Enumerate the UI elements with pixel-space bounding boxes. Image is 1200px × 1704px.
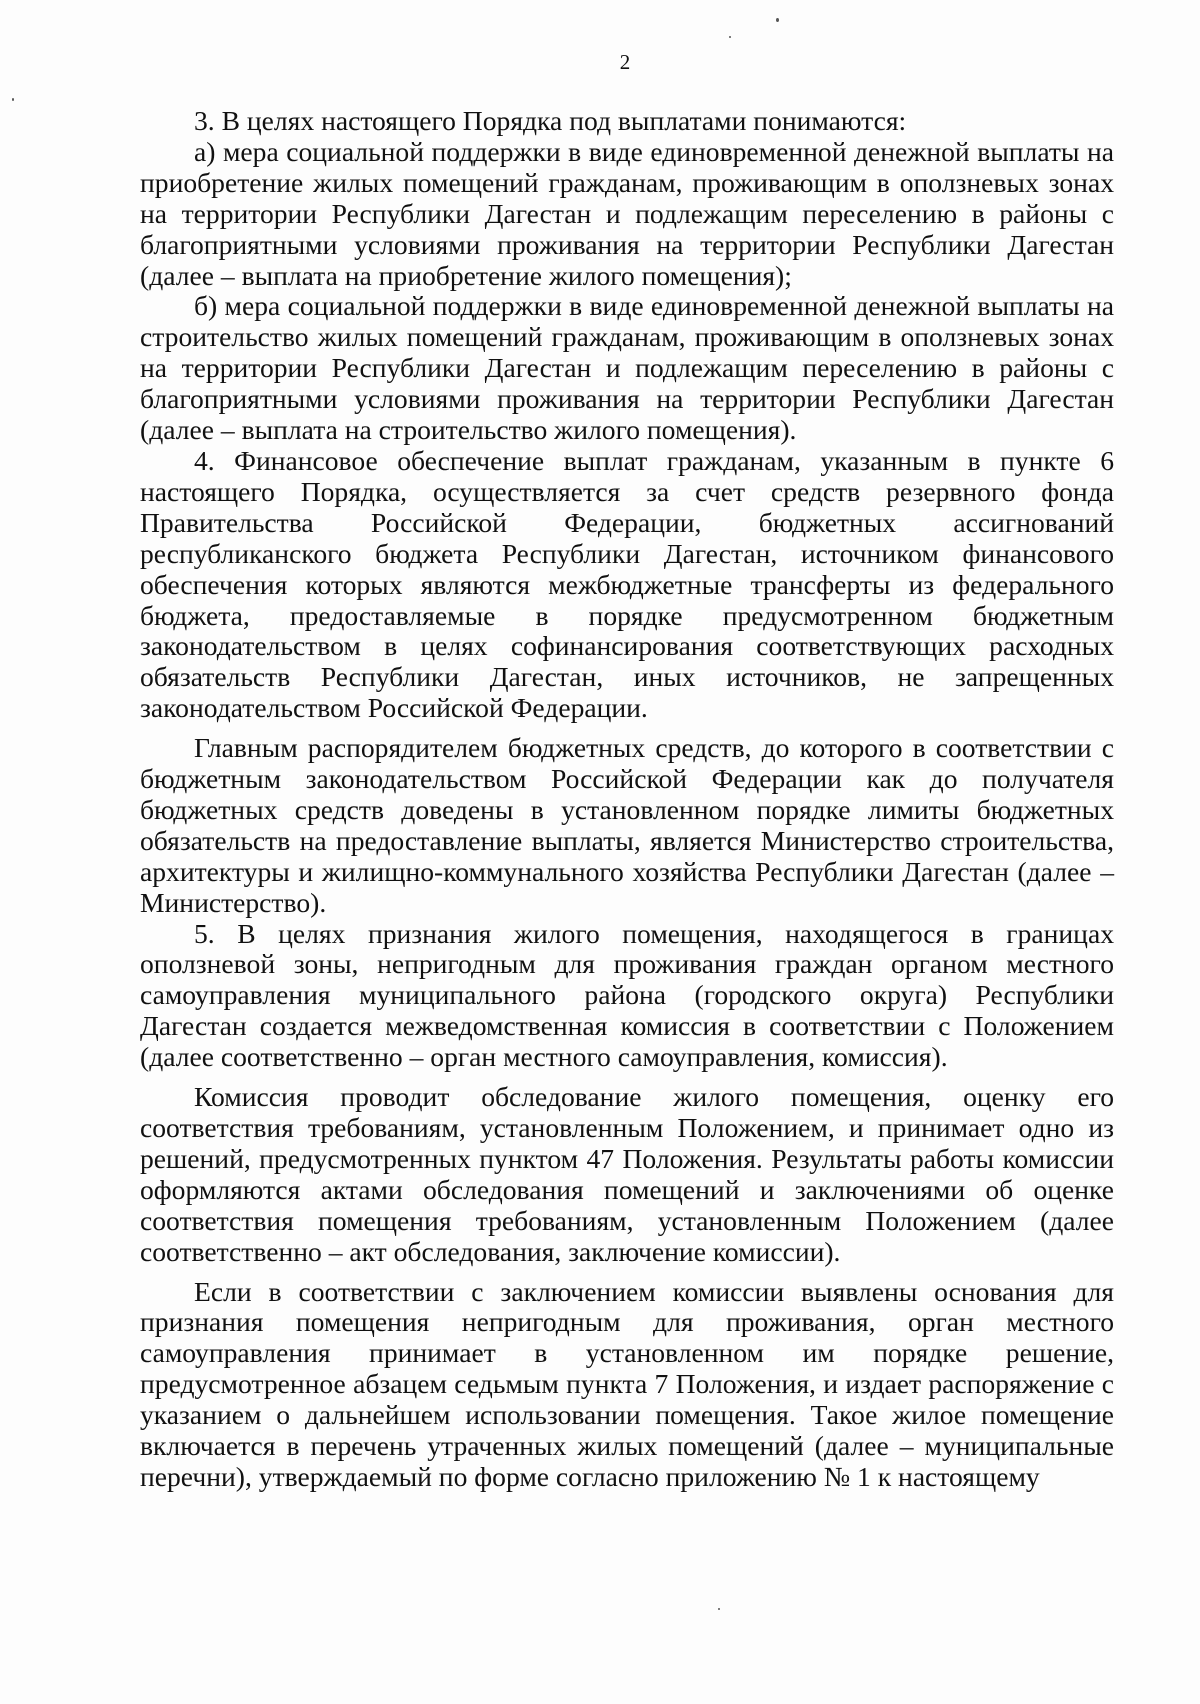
paragraph-5: 5. В целях признания жилого помещения, находящегося в границах оползневой зоны, непригодным для проживания граждан органом местного самоуправления муниципального района (городского округа) Республики Дагестан создается межведомственная комиссия в соответствии с Положением (далее соответственно – орган местного самоуправления, комиссия).: [140, 917, 1114, 1073]
document-body: [140, 106, 1114, 1493]
paragraph-4: 4. Финансовое обеспечение выплат гражданам, указанным в пункте 6 настоящего Порядка, осуществляется за счет средств резервного фонда Правительства Российской Федерации, бюджетных ассигнований республиканского бюджета Республики Дагестан, источником финансового обеспечения которых являются межбюджетные трансферты из федерального бюджета, предоставляемые в порядке предусмотренном бюджетным законодательством в целях софинансирования соответствующих расходных обязательств Республики Дагестан, иных источников, не запрещенных законодательством Российской Федерации.: [140, 444, 1114, 724]
paragraph-5-commission: Комиссия проводит обследование жилого помещения, оценку его соответствия требованиям, установленным Положением, и принимает одно из решений, предусмотренных пунктом 47 Положения. Результаты работы комиссии оформляются актами обследования помещений и заключениями об оценке соответствия помещения требованиям, установленным Положением (далее соответственно – акт обследования, заключение комиссии).: [140, 1081, 1114, 1267]
scan-speck: [718, 1608, 720, 1610]
scan-speck: [776, 18, 779, 22]
scan-speck: [729, 36, 731, 38]
paragraph-4-main-manager: Главным распорядителем бюджетных средств, до которого в соответствии с бюджетным законодательством Российской Федерации как до получателя бюджетных средств доведены в установленном порядке лимиты бюджетных обязательств на предоставление выплаты, является Министерство строительства, архитектуры и жилищно-коммунального хозяйства Республики Дагестан (далее – Министерство).: [140, 732, 1114, 918]
scan-speck: [12, 98, 14, 101]
paragraph-3a: а) мера социальной поддержки в виде единовременной денежной выплаты на приобретение жилых помещений гражданам, проживающим в оползневых зонах на территории Республики Дагестан и подлежащим переселению в районы с благоприятными условиями проживания на территории Республики Дагестан (далее – выплата на приобретение жилого помещения);: [140, 135, 1114, 291]
paragraph-5-decision: Если в соответствии с заключением комиссии выявлены основания для признания помещения непригодным для проживания, орган местного самоуправления принимает в установленном им порядке решение, предусмотренное абзацем седьмым пункта 7 Положения, и издает распоряжение с указанием о дальнейшем использовании помещения. Такое жилое помещение включается в перечень утраченных жилых помещений (далее – муниципальные перечни), утверждаемый по форме согласно приложению № 1 к настоящему: [140, 1275, 1114, 1492]
paragraph-3b: б) мера социальной поддержки в виде единовременной денежной выплаты на строительство жилых помещений гражданам, проживающим в оползневых зонах на территории Республики Дагестан и подлежащим переселению в районы с благоприятными условиями проживания на территории Республики Дагестан (далее – выплата на строительство жилого помещения).: [140, 290, 1114, 446]
paragraph-3-intro: 3. В целях настоящего Порядка под выплатами понимаются:: [194, 105, 907, 136]
page-number: 2: [619, 50, 631, 74]
